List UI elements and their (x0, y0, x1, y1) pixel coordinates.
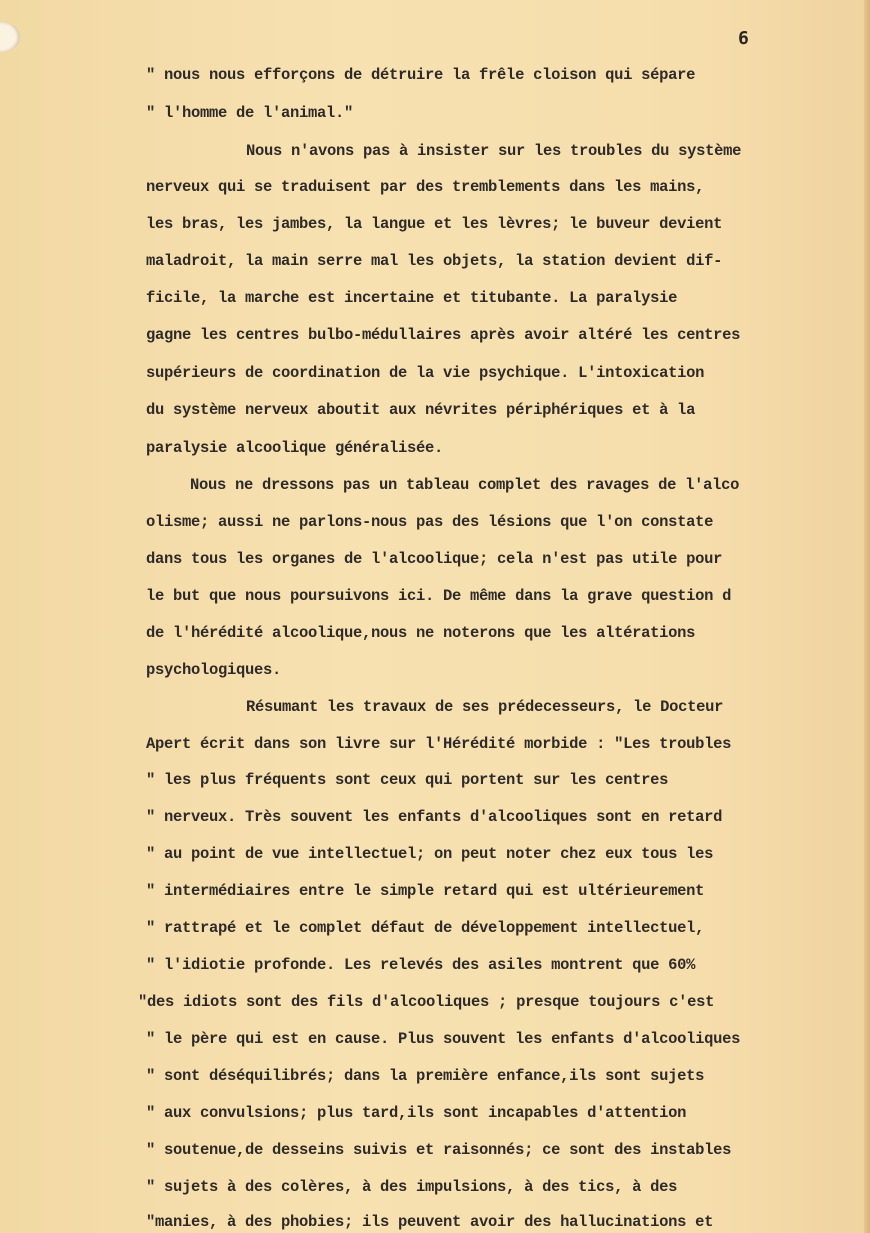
text-line: nerveux qui se traduisent par des tremblements dans les mains, (146, 178, 705, 196)
text-line: psychologiques. (146, 661, 282, 679)
text-line: " nerveux. Très souvent les enfants d'alcooliques sont en retard (146, 808, 723, 826)
text-line: " rattrapé et le complet défaut de développement intellectuel, (146, 919, 705, 937)
text-line: " sont déséquilibrés; dans la première enfance,ils sont sujets (146, 1067, 705, 1085)
text-line: Nous ne dressons pas un tableau complet des ravages de l'alco (190, 476, 740, 494)
text-line: " les plus fréquents sont ceux qui portent sur les centres (146, 771, 669, 789)
page-edge (864, 0, 870, 1233)
text-line: " soutenue,de desseins suivis et raisonnés; ce sont des instables (146, 1141, 732, 1159)
text-line: ficile, la marche est incertaine et titubante. La paralysie (146, 289, 678, 307)
text-line: "manies, à des phobies; ils peuvent avoir des hallucinations et (146, 1213, 714, 1231)
text-line: "des idiots sont des fils d'alcooliques ; presque toujours c'est (138, 993, 715, 1011)
text-line: " l'homme de l'animal." (146, 104, 354, 122)
punch-hole (0, 22, 20, 52)
text-line: gagne les centres bulbo-médullaires après avoir altéré les centres (146, 326, 741, 344)
text-line: " nous nous efforçons de détruire la frêle cloison qui sépare (146, 66, 696, 84)
text-line: Apert écrit dans son livre sur l'Hérédité morbide : "Les troubles (146, 735, 732, 753)
text-line: du système nerveux aboutit aux névrites périphériques et à la (146, 401, 696, 419)
text-line: " intermédiaires entre le simple retard qui est ultérieurement (146, 882, 705, 900)
text-line: de l'hérédité alcoolique,nous ne noterons que les altérations (146, 624, 696, 642)
text-line: dans tous les organes de l'alcoolique; cela n'est pas utile pour (146, 550, 723, 568)
text-line: supérieurs de coordination de la vie psychique. L'intoxication (146, 364, 705, 382)
text-line: Nous n'avons pas à insister sur les troubles du système (246, 142, 742, 160)
text-line: " sujets à des colères, à des impulsions, à des tics, à des (146, 1178, 678, 1196)
text-line: les bras, les jambes, la langue et les lèvres; le buveur devient (146, 215, 723, 233)
text-line: Résumant les travaux de ses prédecesseurs, le Docteur (246, 698, 724, 716)
text-line: le but que nous poursuivons ici. De même dans la grave question d (146, 587, 732, 605)
text-line: " l'idiotie profonde. Les relevés des asiles montrent que 60% (146, 956, 696, 974)
page-number: 6 (738, 28, 749, 49)
text-line: " le père qui est en cause. Plus souvent les enfants d'alcooliques (146, 1030, 741, 1048)
text-line: " au point de vue intellectuel; on peut noter chez eux tous les (146, 845, 714, 863)
text-line: paralysie alcoolique généralisée. (146, 439, 444, 457)
text-line: maladroit, la main serre mal les objets, la station devient dif- (146, 252, 723, 270)
text-line: " aux convulsions; plus tard,ils sont incapables d'attention (146, 1104, 687, 1122)
text-line: olisme; aussi ne parlons-nous pas des lésions que l'on constate (146, 513, 714, 531)
